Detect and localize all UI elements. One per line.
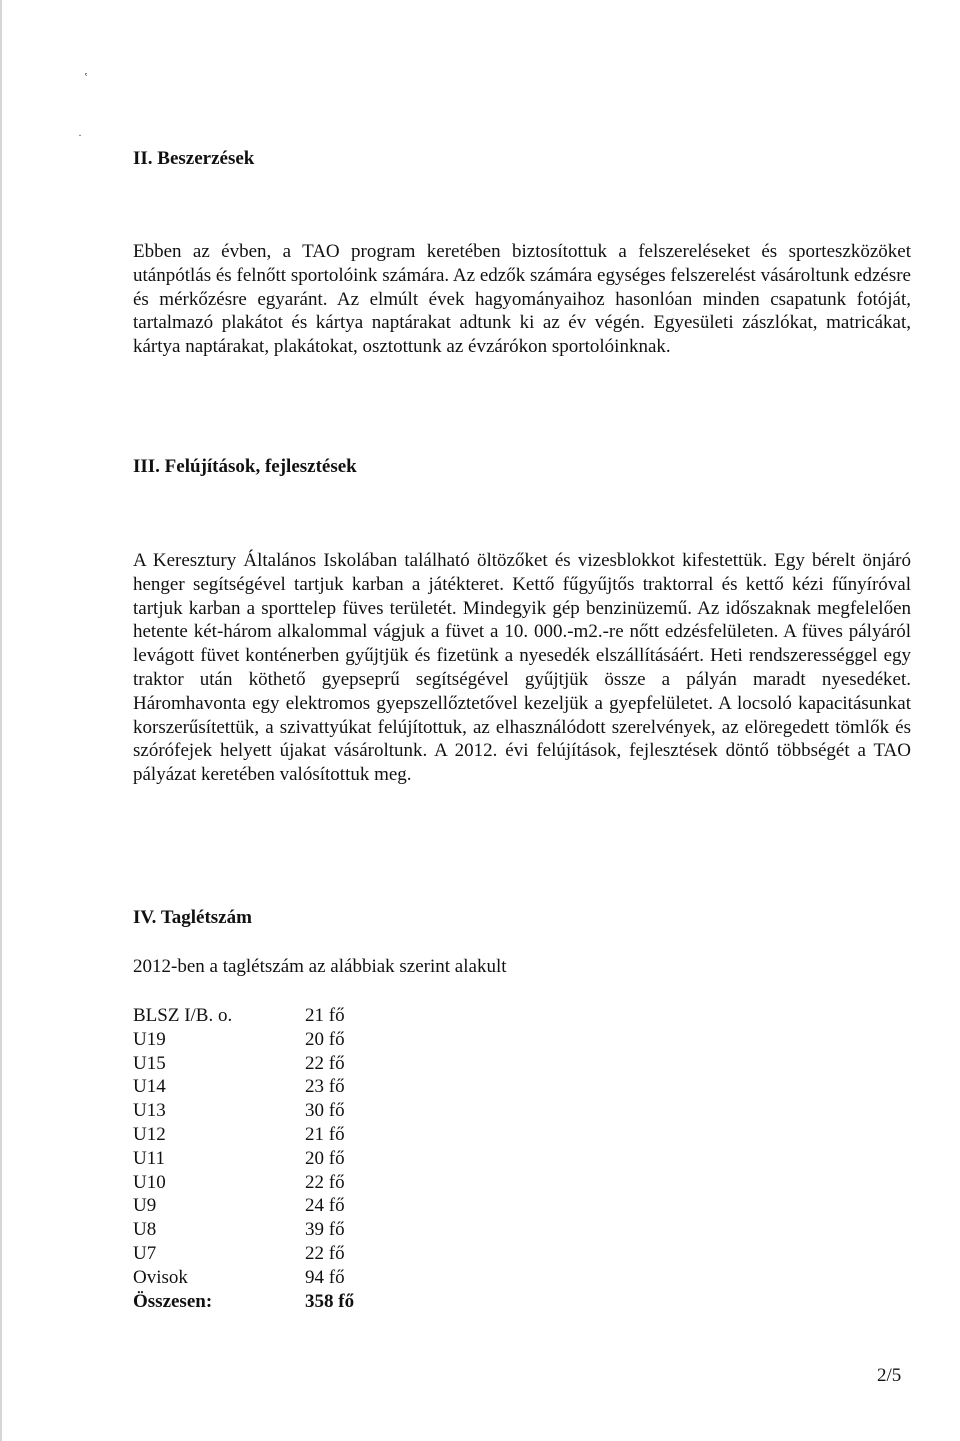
team-name: U12 — [133, 1123, 166, 1145]
section-heading-procurement: II. Beszerzések — [133, 148, 255, 169]
team-name: U7 — [133, 1242, 157, 1264]
member-count: 30 fő — [305, 1100, 345, 1122]
team-name: U15 — [133, 1052, 166, 1074]
membership-intro: 2012-ben a taglétszám az alábbiak szerint alakult — [133, 956, 507, 977]
team-name: U11 — [133, 1147, 166, 1169]
team-name: Ovisok — [133, 1266, 188, 1288]
member-count: 22 fő — [305, 1242, 345, 1264]
section-body-renovations: A Keresztury Általános Iskolában található öltözőket és vizesblokkot kifestettük. Egy bérelt önjáró henger segítségével tartjuk karban a játékteret. Kettő fűgyűjtős traktorral és kettő kézi fűnyíróval tartjuk karban a sporttelep füves területét. Mindegyik gép benzinüzemű. Az időszaknak megfelelően hetente két-három alkalommal vágjuk a füvet a 10. 000.-m2.-re nőtt edzésfelületen. A füves pályáról levágott füvet konténerben gyűjtjük és fizetünk a nyesedék elszállításáért. Heti rendszerességgel egy traktor után köthető gyepseprű segítségével gyűjtjük össze a pályán maradt nyesedéket. Háromhavonta egy elektromos gyepszellőztetővel kezeljük a gyepfelületet. A locsoló kapacitásunkat korszerűsítettük, a szivattyúkat felújítottuk, az elhasználódott szerelvények, az elöregedett tömlők és szórófejek helyett újakat vásároltunk. A 2012. évi felújítások, fejlesztések döntő többségét a TAO pályázat keretében valósítottuk meg. — [133, 550, 911, 786]
member-count: 39 fő — [305, 1219, 345, 1241]
section-body-procurement: Ebben az évben, a TAO program keretében biztosítottuk a felszereléseket és sporteszközöket utánpótlás és felnőtt sportolóink számára. Az edzők számára egységes felszerelést vásároltunk edzésre és mérkőzésre egyaránt. Az elmúlt évek hagyományaihoz hasonlóan minden csapatunk fotóját, tartalmazó plakátot és kártya naptárakat adtunk ki az év végén. Egyesületi zászlókat, matricákat, kártya naptárakat, plakátokat, osztottunk az évzárókon sportolóinknak. — [133, 241, 911, 358]
member-count: 21 fő — [305, 1005, 345, 1026]
scan-mark: ʽ — [84, 70, 88, 84]
team-name: U19 — [133, 1028, 166, 1050]
section-heading-membership: IV. Taglétszám — [133, 907, 252, 928]
total-label: Összesen: — [133, 1290, 213, 1312]
member-count: 20 fő — [305, 1028, 345, 1050]
member-count: 20 fő — [305, 1147, 345, 1169]
team-name: U8 — [133, 1219, 157, 1241]
team-name: U13 — [133, 1100, 166, 1122]
member-count: 22 fő — [305, 1052, 345, 1074]
member-count: 24 fő — [305, 1195, 345, 1217]
page-edge-line — [0, 0, 2, 1441]
team-name: U14 — [133, 1076, 166, 1098]
member-count: 94 fő — [305, 1266, 345, 1288]
team-name: BLSZ I/B. o. — [133, 1005, 233, 1026]
member-count: 23 fő — [305, 1076, 345, 1098]
scan-tick: · — [78, 128, 82, 142]
page-number: 2/5 — [877, 1365, 902, 1386]
total-count: 358 fő — [305, 1290, 355, 1312]
section-heading-renovations: III. Felújítások, fejlesztések — [133, 456, 357, 477]
member-count: 21 fő — [305, 1123, 345, 1145]
team-name: U9 — [133, 1195, 157, 1217]
team-name: U10 — [133, 1171, 166, 1193]
member-count: 22 fő — [305, 1171, 345, 1193]
